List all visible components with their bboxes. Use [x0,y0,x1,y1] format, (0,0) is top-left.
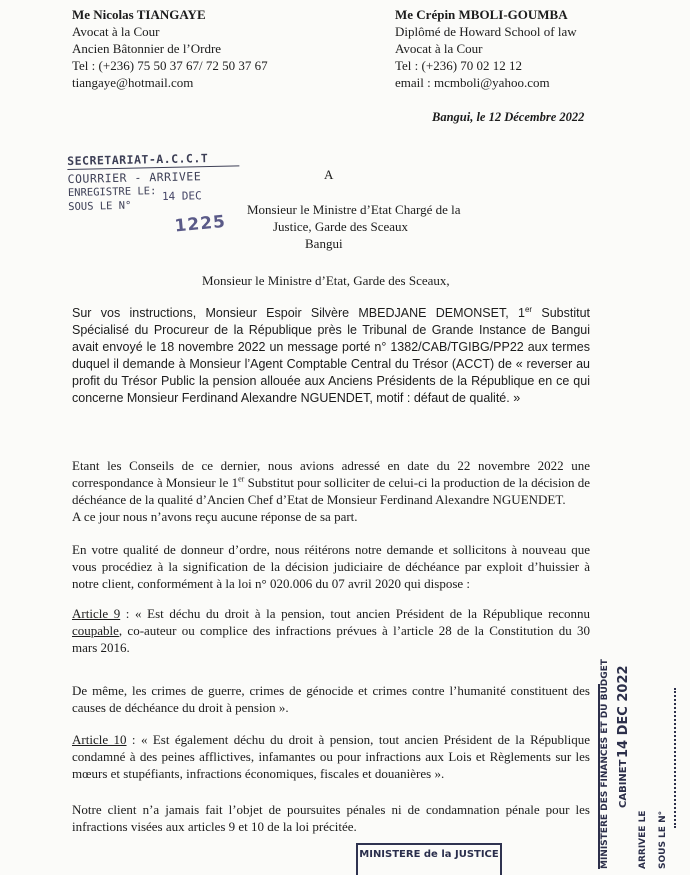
recipient-line2: Justice, Garde des Sceaux [273,219,409,234]
recipient-line3: Bangui [305,236,343,251]
sender-left-email: tiangaye@hotmail.com [72,75,194,90]
sender-left-title: Avocat à la Cour [72,24,160,39]
finance-stamp-date: 14 DEC 2022 [616,665,631,758]
stamp-hand-date: 14 DEC [161,189,202,204]
paragraph-correspondence [72,457,590,525]
sender-left-phone: Tel : (+236) 75 50 37 67/ 72 50 37 67 [72,58,268,73]
stamp-line-enregistre: ENREGISTRE LE: [67,185,157,199]
p1-sup: er [524,304,533,314]
recipient-a: A [324,167,334,182]
justice-stamp-line1: MINISTERE de la JUSTICE [359,849,499,860]
paragraph-instructions [72,305,590,407]
p1-text-a: Sur vos instructions, Monsieur Espoir Silvère MBEDJANE DEMONSET, 1 [72,306,525,320]
sender-right-title: Diplômé de Howard School of law [395,24,577,39]
sender-right-name: Me Crépin MBOLI-GOUMBA [395,7,568,22]
p2-text-c: A ce jour nous n’avons reçu aucune réponse de sa part. [72,509,358,524]
sender-right-role: Avocat à la Cour [395,41,483,56]
article-9-text-b: , co-auteur ou complice des infractions prévues à l’article 28 de la Constitution du 30 mars 2016. [72,623,590,655]
sender-left-name: Me Nicolas TIANGAYE [72,7,206,22]
justice-ministry-stamp [356,843,502,875]
finance-ministry-stamp [590,648,690,869]
secretariat-stamp [67,150,259,244]
finance-stamp-line4: SOUS LE N° [658,810,668,869]
stamp-line-courrier: COURRIER - ARRIVEE [67,169,202,186]
article-10-label: Article 10 [72,732,127,747]
p2-text-a: Etant les Conseils de ce dernier, nous avions adressé en date du 22 novembre 2022 une correspondance à Monsieur le 1 [72,458,590,490]
paragraph-article-10 [72,731,590,782]
paragraph-crimes: De même, les crimes de guerre, crimes de génocide et crimes contre l’humanité constituent des causes de déchéance du droit à pension ». [72,683,590,715]
stamp-hand-number: 1225 [173,211,227,237]
article-9-underlined: coupable [72,623,119,638]
finance-stamp-line1: MINISTERE DES FINANCES ET DU BUDGET [600,659,610,869]
sender-right-phone: Tel : (+236) 70 02 12 12 [395,58,523,73]
article-9-label: Article 9 [72,606,121,621]
recipient-block [247,201,507,252]
finance-stamp-line2: CABINET [618,759,629,808]
paragraph-client: Notre client n’a jamais fait l’objet de poursuites pénales ni de condamnation pénale pour les infractions visées aux articles 9 et 10 de la loi précitée. [72,802,590,834]
sender-right-email: email : mcmboli@yahoo.com [395,75,550,90]
recipient-line1: Monsieur le Ministre d’Etat Chargé de la [247,202,461,217]
p2-sup: er [238,474,245,484]
paragraph-request: En votre qualité de donneur d’ordre, nous réitérons notre demande et sollicitons à nouveau que vous procédiez à la signification de la décision judiciaire de déchéance par exploit d’huissier à notre client, conformément à la loi n° 020.006 du 07 avril 2020 qui dispose : [72,542,590,591]
paragraph-article-9 [72,605,590,656]
p1-text-b: Substitut Spécialisé du Procureur de la République près le Tribunal de Grande Instance de Bangui avait envoyé le 18 novembre 2022 un message porté n° 1382/CAB/TGIBG/PP22 aux termes duquel il demande à Monsieur l’Agent Comptable Central du Trésor (ACCT) de « reverser au profit du Trésor Public la pension allouée aux Anciens Présidents de la République en ce qui concerne Monsieur Ferdinand Alexandre NGUENDET, motif : défaut de qualité. » [72,306,590,405]
finance-stamp-line3: ARRIVEE LE [638,810,648,869]
p2-text-b: Substitut pour solliciter de celui-ci la production de la décision de déchéance de la qualité d’Ancien Chef d’Etat de Monsieur Ferdinand Alexandre NGUENDET. [72,475,590,507]
article-10-text: : « Est également déchu du droit à pension, tout ancien Président de la République condamné à des peines afflictives, infamantes ou pour infractions aux Lois et Règlements sur les mœurs et stupéfiants, infractions économiques, fiscales et douanières ». [72,732,591,781]
sender-right-block [395,6,625,91]
stamp-line-secretariat: SECRETARIAT-A.C.C.T [67,151,209,168]
salutation: Monsieur le Ministre d’Etat, Garde des Sceaux, [202,273,450,288]
stamp-line-sous-le-no: SOUS LE N° [68,199,132,213]
letter-date: Bangui, le 12 Décembre 2022 [432,110,585,124]
article-9-text-a: : « Est déchu du droit à la pension, tout ancien Président de la République reconnu [120,606,590,621]
sender-left-block [72,6,352,91]
sender-left-role: Ancien Bâtonnier de l’Ordre [72,41,222,56]
